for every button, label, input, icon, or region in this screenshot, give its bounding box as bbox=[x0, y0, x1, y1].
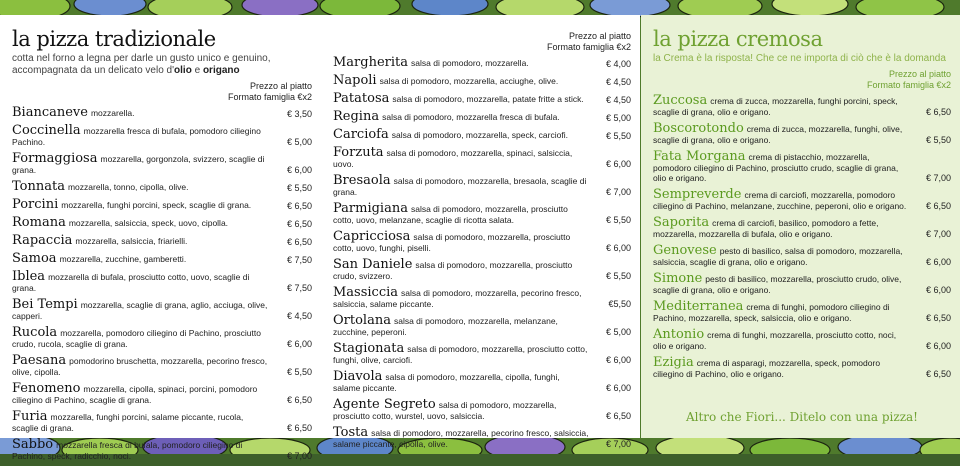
pizza-ingredients: mozzarella, cipolla, spinaci, porcini, pomodoro ciliegino di Pachino, scaglie di grana. bbox=[12, 384, 258, 405]
menu-item bbox=[12, 326, 312, 349]
pizza-ingredients: salsa di pomodoro, mozzarella, speck, carciofi. bbox=[391, 130, 568, 140]
pizza-price: € 6,50 bbox=[605, 411, 631, 421]
pizza-ingredients: salsa di pomodoro, mozzarella fresca di bufala. bbox=[382, 112, 560, 122]
menu-item bbox=[333, 230, 631, 253]
pizza-name: Regina bbox=[333, 109, 380, 124]
menu-item bbox=[12, 438, 312, 461]
pizza-name: Rapaccia bbox=[12, 233, 73, 248]
pizza-name: Carciofa bbox=[333, 127, 389, 142]
pizza-name: Sabbo bbox=[12, 437, 54, 452]
menu-item bbox=[333, 286, 631, 309]
pizza-name: Coccinella bbox=[12, 123, 81, 138]
menu-item bbox=[333, 92, 631, 105]
pizza-price: € 7,50 bbox=[286, 283, 312, 293]
pizza-ingredients: mozzarella fresca di bufala, pomodoro ciliegino di Pachino, speck, radicchio, noci. bbox=[12, 440, 243, 461]
pizza-ingredients: mozzarella, zucchine, gamberetti. bbox=[59, 254, 187, 264]
pizza-name: Iblea bbox=[12, 269, 46, 284]
pizza-price: € 5,50 bbox=[605, 131, 631, 141]
pizza-name: Romana bbox=[12, 215, 66, 230]
slogan: Altro che Fiori... Ditelo con una pizza! bbox=[685, 410, 918, 424]
menu-item bbox=[333, 370, 631, 393]
pizza-name: Biancaneve bbox=[12, 105, 88, 120]
pizza-price: € 7,00 bbox=[286, 451, 312, 461]
pizza-ingredients: salsa di pomodoro, mozzarella, acciughe, olive. bbox=[379, 76, 559, 86]
column-cremosa bbox=[653, 27, 951, 384]
pizza-name: Mediterranea bbox=[653, 299, 744, 314]
pizza-price: € 6,00 bbox=[925, 285, 951, 295]
pizza-name: Fata Morgana bbox=[653, 149, 746, 164]
column-tradizionale-rossa bbox=[333, 27, 631, 454]
pizza-ingredients: pomodorino bruschetta, mozzarella, pecorino fresco, olive, cipolla. bbox=[12, 356, 268, 377]
menu-item bbox=[653, 328, 951, 351]
menu-item bbox=[333, 146, 631, 169]
pizza-price: € 4,50 bbox=[286, 311, 312, 321]
price-header: Prezzo al piatto Formato famiglia €x2 bbox=[866, 69, 951, 90]
pizza-price: € 5,50 bbox=[286, 183, 312, 193]
pizza-name: Zuccosa bbox=[653, 93, 708, 108]
menu-item bbox=[653, 244, 951, 267]
pizza-price: € 4,00 bbox=[605, 59, 631, 69]
pizza-price: € 6,50 bbox=[286, 219, 312, 229]
pizza-name: Capricciosa bbox=[333, 229, 411, 244]
pizza-price: € 7,00 bbox=[605, 439, 631, 449]
menu-item bbox=[653, 216, 951, 239]
pizza-price: € 6,00 bbox=[605, 355, 631, 365]
pizza-ingredients: pesto di basilico, salsa di pomodoro, mozzarella, salsiccia, scaglie di grana, olio e origano. bbox=[653, 246, 903, 267]
pizza-price: € 5,50 bbox=[286, 367, 312, 377]
pizza-ingredients: mozzarella fresca di bufala, pomodoro ciliegino Pachino. bbox=[12, 126, 261, 147]
pizza-price: € 6,50 bbox=[286, 237, 312, 247]
pizza-ingredients: mozzarella, scaglie di grana, aglio, acciuga, olive, capperi. bbox=[12, 300, 268, 321]
menu-item bbox=[12, 106, 312, 119]
pizza-name: Boscorotondo bbox=[653, 121, 744, 136]
pizza-price: € 6,00 bbox=[605, 383, 631, 393]
menu-item bbox=[653, 122, 951, 145]
price-header: Prezzo al piatto Formato famiglia €x2 bbox=[227, 81, 312, 102]
pizza-list-rossa bbox=[333, 56, 631, 449]
pizza-ingredients: mozzarella, salsiccia, speck, uovo, cipolla. bbox=[68, 218, 229, 228]
pizza-name: Diavola bbox=[333, 369, 383, 384]
column-tradizionale bbox=[12, 27, 312, 466]
menu-item bbox=[12, 354, 312, 377]
menu-item bbox=[653, 150, 951, 183]
pizza-price: € 4,50 bbox=[605, 95, 631, 105]
menu-item bbox=[12, 298, 312, 321]
pizza-name: Formaggiosa bbox=[12, 151, 98, 166]
pizza-price: € 6,50 bbox=[286, 423, 312, 433]
menu-item bbox=[12, 180, 312, 193]
pizza-name: Forzuta bbox=[333, 145, 384, 160]
menu-item bbox=[653, 188, 951, 211]
pizza-ingredients: crema di funghi, pomodoro ciliegino di Pachino, mozzarella, speck, salsiccia, olio e origano. bbox=[653, 302, 890, 323]
section-title-tradizionale: la pizza tradizionale bbox=[12, 27, 216, 51]
pizza-name: Massiccia bbox=[333, 285, 399, 300]
pizza-name: Agente Segreto bbox=[333, 397, 436, 412]
pizza-price: € 6,00 bbox=[925, 341, 951, 351]
menu-item bbox=[653, 356, 951, 379]
pizza-ingredients: crema di asparagi, mozzarella, speck, pomodoro ciliegino di Pachino, olio e origano. bbox=[653, 358, 881, 379]
menu-item bbox=[12, 270, 312, 293]
menu-item bbox=[12, 198, 312, 211]
pizza-ingredients: mozzarella, salsiccia, friarielli. bbox=[75, 236, 188, 246]
pizza-price: € 6,50 bbox=[286, 395, 312, 405]
menu-panel-cremosa bbox=[641, 15, 960, 438]
pizza-ingredients: salsa di pomodoro, mozzarella, prosciutto cotto, uovo, melanzane, scaglie di ricotta salata. bbox=[333, 204, 568, 225]
pizza-name: Fenomeno bbox=[12, 381, 81, 396]
menu-item bbox=[12, 124, 312, 147]
section-subtitle-tradizionale: cotta nel forno a legna per darle un gusto unico e genuino, accompagnata da un delicato velo d'olio e origano bbox=[12, 53, 271, 76]
pizza-ingredients: crema di pistacchio, mozzarella, pomodoro ciliegino di Pachino, prosciutto crudo, scaglie di grana, olio e origano. bbox=[653, 152, 899, 183]
menu-item bbox=[12, 252, 312, 265]
pizza-ingredients: mozzarella, funghi porcini, speck, scaglie di grana. bbox=[61, 200, 252, 210]
pizza-ingredients: salsa di pomodoro, mozzarella, prosciutto crudo, svizzero. bbox=[333, 260, 573, 281]
pizza-ingredients: salsa di pomodoro, mozzarella, spinaci, salsiccia, uovo. bbox=[333, 148, 573, 169]
pizza-name: Patatosa bbox=[333, 91, 390, 106]
pizza-ingredients: salsa di pomodoro, mozzarella, pecorino fresco, salsiccia, salame piccante, cipolla, olive. bbox=[333, 428, 589, 449]
pizza-ingredients: crema di zucca, mozzarella, funghi porcini, speck, scaglie di grana, olio e origano. bbox=[653, 96, 898, 117]
pizza-price: € 5,00 bbox=[605, 113, 631, 123]
pizza-ingredients: mozzarella, funghi porcini, salame piccante, rucola, scaglie di grana. bbox=[12, 412, 244, 433]
menu-item bbox=[653, 272, 951, 295]
pizza-name: San Daniele bbox=[333, 257, 413, 272]
pizza-price: € 6,00 bbox=[925, 257, 951, 267]
pizza-ingredients: salsa di pomodoro, mozzarella, cipolla, funghi, salame piccante. bbox=[333, 372, 560, 393]
menu-item bbox=[12, 382, 312, 405]
pizza-ingredients: mozzarella, pomodoro ciliegino di Pachino, prosciutto crudo, rucola, scaglie di grana. bbox=[12, 328, 261, 349]
pizza-ingredients: salsa di pomodoro, mozzarella. bbox=[411, 58, 529, 68]
pizza-name: Napoli bbox=[333, 73, 377, 88]
menu-item bbox=[653, 300, 951, 323]
pizza-price: € 5,50 bbox=[925, 135, 951, 145]
menu-item bbox=[333, 128, 631, 141]
pizza-ingredients: salsa di pomodoro, mozzarella, prosciutto cotto, funghi, olive, carciofi. bbox=[333, 344, 588, 365]
pizza-name: Porcini bbox=[12, 197, 59, 212]
pizza-ingredients: salsa di pomodoro, mozzarella, melanzane, zucchine, peperoni. bbox=[333, 316, 558, 337]
pizza-name: Saporita bbox=[653, 215, 710, 230]
pizza-name: Tonnata bbox=[12, 179, 65, 194]
pizza-price: € 6,00 bbox=[286, 339, 312, 349]
menu-item bbox=[333, 74, 631, 87]
section-title-cremosa: la pizza cremosa bbox=[653, 27, 823, 51]
pizza-price: € 7,00 bbox=[605, 187, 631, 197]
pizza-price: € 6,50 bbox=[925, 201, 951, 211]
pizza-ingredients: crema di zucca, mozzarella, funghi, olive, scaglie di grana, olio e origano. bbox=[653, 124, 903, 145]
menu-item bbox=[333, 258, 631, 281]
pizza-name: Furia bbox=[12, 409, 48, 424]
pizza-price: €5,50 bbox=[608, 299, 631, 309]
menu-panel-left bbox=[0, 15, 640, 461]
pizza-price: € 7,00 bbox=[925, 173, 951, 183]
pizza-price: € 7,00 bbox=[925, 229, 951, 239]
menu-item bbox=[12, 410, 312, 433]
pizza-name: Samoa bbox=[12, 251, 57, 266]
pizza-ingredients: mozzarella di bufala, prosciutto cotto, uovo, scaglie di grana. bbox=[12, 272, 250, 293]
pizza-ingredients: crema di funghi, mozzarella, prosciutto cotto, noci, olio e origano. bbox=[653, 330, 897, 351]
pizza-price: € 6,00 bbox=[605, 243, 631, 253]
pizza-list-cremosa bbox=[653, 94, 951, 379]
menu-item bbox=[12, 234, 312, 247]
pizza-name: Sempreverde bbox=[653, 187, 742, 202]
pizza-price: € 6,50 bbox=[925, 107, 951, 117]
pizza-ingredients: salsa di pomodoro, mozzarella, pecorino fresco, salsiccia, salame piccante. bbox=[333, 288, 582, 309]
pizza-name: Rucola bbox=[12, 325, 58, 340]
menu-item bbox=[333, 398, 631, 421]
pizza-price: € 6,00 bbox=[286, 165, 312, 175]
pizza-price: € 6,00 bbox=[605, 159, 631, 169]
pizza-price: € 5,00 bbox=[605, 327, 631, 337]
pizza-name: Stagionata bbox=[333, 341, 405, 356]
price-header: Prezzo al piatto Formato famiglia €x2 bbox=[546, 31, 631, 52]
pizza-ingredients: salsa di pomodoro, mozzarella, patate fritte a stick. bbox=[392, 94, 584, 104]
pizza-name: Margherita bbox=[333, 55, 409, 70]
pizza-price: € 6,50 bbox=[925, 369, 951, 379]
pizza-ingredients: salsa di pomodoro, mozzarella, bresaola, scaglie di grana. bbox=[333, 176, 587, 197]
pizza-ingredients: salsa di pomodoro, mozzarella, prosciutto cotto, uovo, funghi, piselli. bbox=[333, 232, 571, 253]
pizza-price: € 5,50 bbox=[605, 271, 631, 281]
menu-item bbox=[12, 152, 312, 175]
menu-item bbox=[653, 94, 951, 117]
menu-item bbox=[12, 216, 312, 229]
pizza-name: Simone bbox=[653, 271, 703, 286]
menu-item bbox=[333, 110, 631, 123]
menu-item bbox=[333, 56, 631, 69]
menu-item bbox=[333, 426, 631, 449]
pizza-ingredients: pesto di basilico, mozzarella, prosciutto crudo, olive, scaglie di grana, olio e origano. bbox=[653, 274, 902, 295]
pizza-list-tradizionale bbox=[12, 106, 312, 461]
menu-item bbox=[333, 202, 631, 225]
pizza-price: € 7,50 bbox=[286, 255, 312, 265]
pizza-price: € 4,50 bbox=[605, 77, 631, 87]
pizza-name: Bei Tempi bbox=[12, 297, 78, 312]
pizza-price: € 6,50 bbox=[286, 201, 312, 211]
pizza-price: € 5,00 bbox=[286, 137, 312, 147]
menu-item bbox=[333, 174, 631, 197]
pizza-name: Bresaola bbox=[333, 173, 391, 188]
section-subtitle-cremosa: la Crema è la risposta! Che ce ne importa di ciò che è la domanda bbox=[653, 53, 946, 64]
pizza-name: Antonio bbox=[653, 327, 705, 342]
pizza-name: Ezigia bbox=[653, 355, 694, 370]
pizza-price: € 5,50 bbox=[605, 215, 631, 225]
menu-item bbox=[333, 314, 631, 337]
pizza-ingredients: crema di carciofi, basilico, pomodoro a fette, mozzarella, mozzarella di bufala, olio e origano. bbox=[653, 218, 879, 239]
menu-item bbox=[333, 342, 631, 365]
pizza-name: Tosta bbox=[333, 425, 369, 440]
pizza-ingredients: crema di carciofi, mozzarella, pomodoro ciliegino di Pachino, melanzane, zucchine, peperoni, olio e origano. bbox=[653, 190, 907, 211]
pizza-price: € 3,50 bbox=[286, 109, 312, 119]
pizza-name: Genovese bbox=[653, 243, 717, 258]
pizza-ingredients: mozzarella. bbox=[90, 108, 135, 118]
pizza-name: Paesana bbox=[12, 353, 67, 368]
pizza-price: € 6,50 bbox=[925, 313, 951, 323]
pizza-ingredients: mozzarella, tonno, cipolla, olive. bbox=[67, 182, 189, 192]
pizza-ingredients: salsa di pomodoro, mozzarella, prosciutto cotto, wurstel, uovo, salsiccia. bbox=[333, 400, 557, 421]
pizza-name: Parmigiana bbox=[333, 201, 408, 216]
pizza-name: Ortolana bbox=[333, 313, 391, 328]
pizza-ingredients: mozzarella, gorgonzola, svizzero, scaglie di grana. bbox=[12, 154, 265, 175]
